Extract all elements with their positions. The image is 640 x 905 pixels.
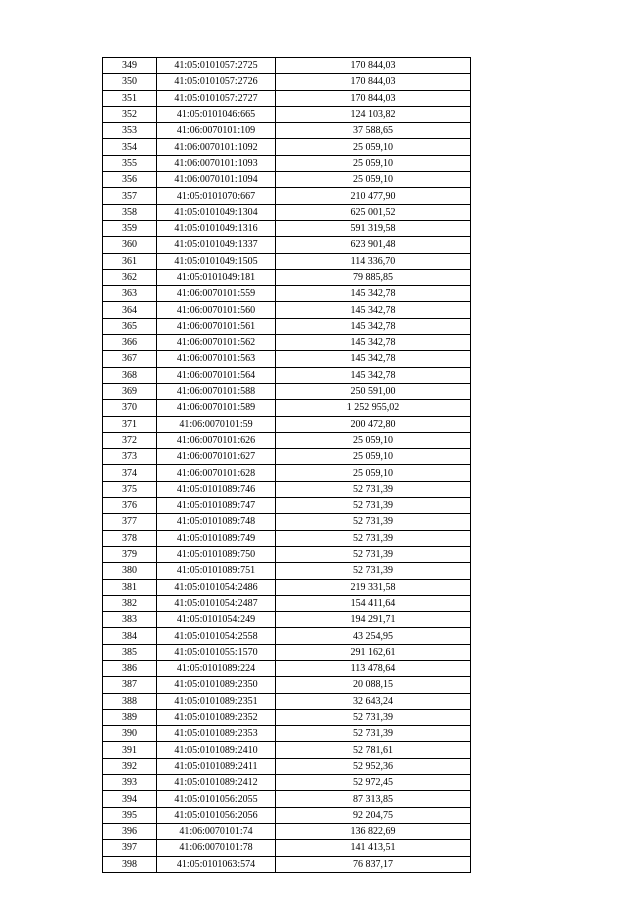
value-cell: 145 342,78 bbox=[276, 335, 471, 351]
value-cell: 200 472,80 bbox=[276, 416, 471, 432]
value-cell: 591 319,58 bbox=[276, 220, 471, 236]
cadastral-number-cell: 41:06:0070101:563 bbox=[157, 351, 276, 367]
row-number-cell: 351 bbox=[103, 90, 157, 106]
row-number-cell: 374 bbox=[103, 465, 157, 481]
table-row bbox=[103, 563, 471, 579]
row-number-cell: 367 bbox=[103, 351, 157, 367]
table-row bbox=[103, 335, 471, 351]
value-cell: 141 413,51 bbox=[276, 840, 471, 856]
row-number-cell: 395 bbox=[103, 807, 157, 823]
row-number-cell: 398 bbox=[103, 856, 157, 872]
row-number-cell: 350 bbox=[103, 74, 157, 90]
table-row bbox=[103, 742, 471, 758]
table-row bbox=[103, 416, 471, 432]
row-number-cell: 388 bbox=[103, 693, 157, 709]
value-cell: 92 204,75 bbox=[276, 807, 471, 823]
table-row bbox=[103, 269, 471, 285]
table-row bbox=[103, 514, 471, 530]
row-number-cell: 393 bbox=[103, 775, 157, 791]
table-row bbox=[103, 400, 471, 416]
value-cell: 37 588,65 bbox=[276, 123, 471, 139]
value-cell: 52 731,39 bbox=[276, 514, 471, 530]
value-cell: 43 254,95 bbox=[276, 628, 471, 644]
table-row bbox=[103, 172, 471, 188]
table-row bbox=[103, 432, 471, 448]
value-cell: 145 342,78 bbox=[276, 302, 471, 318]
cadastral-number-cell: 41:05:0101056:2055 bbox=[157, 791, 276, 807]
row-number-cell: 390 bbox=[103, 726, 157, 742]
table-row bbox=[103, 302, 471, 318]
cadastral-number-cell: 41:06:0070101:109 bbox=[157, 123, 276, 139]
cadastral-number-cell: 41:05:0101057:2726 bbox=[157, 74, 276, 90]
value-cell: 25 059,10 bbox=[276, 139, 471, 155]
table-row bbox=[103, 188, 471, 204]
value-cell: 25 059,10 bbox=[276, 465, 471, 481]
table-row bbox=[103, 546, 471, 562]
value-cell: 32 643,24 bbox=[276, 693, 471, 709]
value-cell: 623 901,48 bbox=[276, 237, 471, 253]
cadastral-number-cell: 41:05:0101054:2486 bbox=[157, 579, 276, 595]
value-cell: 625 001,52 bbox=[276, 204, 471, 220]
value-cell: 76 837,17 bbox=[276, 856, 471, 872]
value-cell: 113 478,64 bbox=[276, 660, 471, 676]
row-number-cell: 394 bbox=[103, 791, 157, 807]
value-cell: 154 411,64 bbox=[276, 595, 471, 611]
table-row bbox=[103, 628, 471, 644]
table-row bbox=[103, 481, 471, 497]
table-row bbox=[103, 318, 471, 334]
table-row bbox=[103, 579, 471, 595]
value-cell: 145 342,78 bbox=[276, 351, 471, 367]
row-number-cell: 349 bbox=[103, 58, 157, 74]
row-number-cell: 391 bbox=[103, 742, 157, 758]
value-cell: 52 972,45 bbox=[276, 775, 471, 791]
value-cell: 52 781,61 bbox=[276, 742, 471, 758]
cadastral-number-cell: 41:06:0070101:74 bbox=[157, 823, 276, 839]
cadastral-number-cell: 41:06:0070101:1094 bbox=[157, 172, 276, 188]
row-number-cell: 366 bbox=[103, 335, 157, 351]
value-cell: 170 844,03 bbox=[276, 74, 471, 90]
data-table bbox=[102, 57, 471, 873]
row-number-cell: 376 bbox=[103, 498, 157, 514]
row-number-cell: 378 bbox=[103, 530, 157, 546]
table-row bbox=[103, 90, 471, 106]
cadastral-number-cell: 41:05:0101056:2056 bbox=[157, 807, 276, 823]
table-row bbox=[103, 595, 471, 611]
value-cell: 25 059,10 bbox=[276, 432, 471, 448]
value-cell: 219 331,58 bbox=[276, 579, 471, 595]
table-row bbox=[103, 58, 471, 74]
table-row bbox=[103, 775, 471, 791]
row-number-cell: 381 bbox=[103, 579, 157, 595]
table-row bbox=[103, 758, 471, 774]
value-cell: 52 731,39 bbox=[276, 726, 471, 742]
cadastral-number-cell: 41:06:0070101:560 bbox=[157, 302, 276, 318]
table-row bbox=[103, 74, 471, 90]
table-row bbox=[103, 139, 471, 155]
cadastral-number-cell: 41:05:0101089:746 bbox=[157, 481, 276, 497]
cadastral-number-cell: 41:06:0070101:626 bbox=[157, 432, 276, 448]
document-page bbox=[102, 57, 471, 873]
table-row bbox=[103, 237, 471, 253]
value-cell: 136 822,69 bbox=[276, 823, 471, 839]
table-row bbox=[103, 530, 471, 546]
row-number-cell: 362 bbox=[103, 269, 157, 285]
cadastral-number-cell: 41:05:0101049:1505 bbox=[157, 253, 276, 269]
table-row bbox=[103, 677, 471, 693]
cadastral-number-cell: 41:05:0101089:2350 bbox=[157, 677, 276, 693]
table-row bbox=[103, 367, 471, 383]
cadastral-number-cell: 41:06:0070101:78 bbox=[157, 840, 276, 856]
cadastral-number-cell: 41:05:0101089:2353 bbox=[157, 726, 276, 742]
value-cell: 170 844,03 bbox=[276, 90, 471, 106]
table-row bbox=[103, 351, 471, 367]
row-number-cell: 357 bbox=[103, 188, 157, 204]
cadastral-number-cell: 41:05:0101054:2558 bbox=[157, 628, 276, 644]
value-cell: 25 059,10 bbox=[276, 172, 471, 188]
table-row bbox=[103, 286, 471, 302]
cadastral-number-cell: 41:06:0070101:559 bbox=[157, 286, 276, 302]
cadastral-number-cell: 41:05:0101063:574 bbox=[157, 856, 276, 872]
cadastral-number-cell: 41:05:0101054:249 bbox=[157, 612, 276, 628]
cadastral-number-cell: 41:05:0101070:667 bbox=[157, 188, 276, 204]
value-cell: 87 313,85 bbox=[276, 791, 471, 807]
value-cell: 170 844,03 bbox=[276, 58, 471, 74]
value-cell: 20 088,15 bbox=[276, 677, 471, 693]
value-cell: 194 291,71 bbox=[276, 612, 471, 628]
table-row bbox=[103, 807, 471, 823]
row-number-cell: 365 bbox=[103, 318, 157, 334]
row-number-cell: 389 bbox=[103, 709, 157, 725]
row-number-cell: 358 bbox=[103, 204, 157, 220]
row-number-cell: 360 bbox=[103, 237, 157, 253]
cadastral-number-cell: 41:05:0101049:1316 bbox=[157, 220, 276, 236]
cadastral-number-cell: 41:06:0070101:562 bbox=[157, 335, 276, 351]
value-cell: 52 952,36 bbox=[276, 758, 471, 774]
cadastral-number-cell: 41:05:0101089:2352 bbox=[157, 709, 276, 725]
row-number-cell: 359 bbox=[103, 220, 157, 236]
table-row bbox=[103, 644, 471, 660]
row-number-cell: 353 bbox=[103, 123, 157, 139]
row-number-cell: 369 bbox=[103, 383, 157, 399]
cadastral-number-cell: 41:06:0070101:564 bbox=[157, 367, 276, 383]
value-cell: 52 731,39 bbox=[276, 481, 471, 497]
table-row bbox=[103, 155, 471, 171]
cadastral-number-cell: 41:05:0101049:1304 bbox=[157, 204, 276, 220]
value-cell: 114 336,70 bbox=[276, 253, 471, 269]
cadastral-number-cell: 41:05:0101089:2411 bbox=[157, 758, 276, 774]
table-row bbox=[103, 465, 471, 481]
table-row bbox=[103, 840, 471, 856]
value-cell: 52 731,39 bbox=[276, 709, 471, 725]
value-cell: 52 731,39 bbox=[276, 530, 471, 546]
value-cell: 145 342,78 bbox=[276, 318, 471, 334]
row-number-cell: 397 bbox=[103, 840, 157, 856]
table-row bbox=[103, 220, 471, 236]
cadastral-number-cell: 41:05:0101089:2351 bbox=[157, 693, 276, 709]
value-cell: 250 591,00 bbox=[276, 383, 471, 399]
table-row bbox=[103, 791, 471, 807]
table-row bbox=[103, 709, 471, 725]
row-number-cell: 361 bbox=[103, 253, 157, 269]
row-number-cell: 371 bbox=[103, 416, 157, 432]
cadastral-number-cell: 41:05:0101089:749 bbox=[157, 530, 276, 546]
row-number-cell: 368 bbox=[103, 367, 157, 383]
row-number-cell: 386 bbox=[103, 660, 157, 676]
cadastral-number-cell: 41:05:0101089:2412 bbox=[157, 775, 276, 791]
row-number-cell: 383 bbox=[103, 612, 157, 628]
row-number-cell: 375 bbox=[103, 481, 157, 497]
cadastral-number-cell: 41:06:0070101:1093 bbox=[157, 155, 276, 171]
table-row bbox=[103, 449, 471, 465]
cadastral-number-cell: 41:06:0070101:589 bbox=[157, 400, 276, 416]
cadastral-number-cell: 41:06:0070101:627 bbox=[157, 449, 276, 465]
table-body bbox=[103, 58, 471, 873]
value-cell: 52 731,39 bbox=[276, 546, 471, 562]
table-row bbox=[103, 106, 471, 122]
cadastral-number-cell: 41:05:0101089:747 bbox=[157, 498, 276, 514]
value-cell: 25 059,10 bbox=[276, 449, 471, 465]
table-row bbox=[103, 383, 471, 399]
row-number-cell: 382 bbox=[103, 595, 157, 611]
cadastral-number-cell: 41:06:0070101:1092 bbox=[157, 139, 276, 155]
cadastral-number-cell: 41:05:0101055:1570 bbox=[157, 644, 276, 660]
cadastral-number-cell: 41:05:0101057:2727 bbox=[157, 90, 276, 106]
cadastral-number-cell: 41:05:0101089:224 bbox=[157, 660, 276, 676]
row-number-cell: 356 bbox=[103, 172, 157, 188]
table-row bbox=[103, 204, 471, 220]
cadastral-number-cell: 41:05:0101046:665 bbox=[157, 106, 276, 122]
table-row bbox=[103, 726, 471, 742]
cadastral-number-cell: 41:05:0101054:2487 bbox=[157, 595, 276, 611]
value-cell: 124 103,82 bbox=[276, 106, 471, 122]
table-row bbox=[103, 612, 471, 628]
value-cell: 25 059,10 bbox=[276, 155, 471, 171]
value-cell: 79 885,85 bbox=[276, 269, 471, 285]
table-row bbox=[103, 498, 471, 514]
value-cell: 145 342,78 bbox=[276, 286, 471, 302]
value-cell: 1 252 955,02 bbox=[276, 400, 471, 416]
row-number-cell: 379 bbox=[103, 546, 157, 562]
cadastral-number-cell: 41:05:0101057:2725 bbox=[157, 58, 276, 74]
row-number-cell: 385 bbox=[103, 644, 157, 660]
row-number-cell: 363 bbox=[103, 286, 157, 302]
value-cell: 210 477,90 bbox=[276, 188, 471, 204]
table-row bbox=[103, 123, 471, 139]
cadastral-number-cell: 41:05:0101049:1337 bbox=[157, 237, 276, 253]
value-cell: 52 731,39 bbox=[276, 563, 471, 579]
row-number-cell: 373 bbox=[103, 449, 157, 465]
row-number-cell: 392 bbox=[103, 758, 157, 774]
table-row bbox=[103, 253, 471, 269]
row-number-cell: 364 bbox=[103, 302, 157, 318]
row-number-cell: 377 bbox=[103, 514, 157, 530]
row-number-cell: 396 bbox=[103, 823, 157, 839]
cadastral-number-cell: 41:05:0101049:181 bbox=[157, 269, 276, 285]
value-cell: 52 731,39 bbox=[276, 498, 471, 514]
cadastral-number-cell: 41:06:0070101:588 bbox=[157, 383, 276, 399]
row-number-cell: 380 bbox=[103, 563, 157, 579]
row-number-cell: 354 bbox=[103, 139, 157, 155]
row-number-cell: 352 bbox=[103, 106, 157, 122]
cadastral-number-cell: 41:06:0070101:59 bbox=[157, 416, 276, 432]
row-number-cell: 387 bbox=[103, 677, 157, 693]
row-number-cell: 370 bbox=[103, 400, 157, 416]
cadastral-number-cell: 41:06:0070101:628 bbox=[157, 465, 276, 481]
table-row bbox=[103, 660, 471, 676]
value-cell: 291 162,61 bbox=[276, 644, 471, 660]
cadastral-number-cell: 41:05:0101089:750 bbox=[157, 546, 276, 562]
table-row bbox=[103, 823, 471, 839]
cadastral-number-cell: 41:06:0070101:561 bbox=[157, 318, 276, 334]
row-number-cell: 384 bbox=[103, 628, 157, 644]
table-row bbox=[103, 856, 471, 872]
row-number-cell: 355 bbox=[103, 155, 157, 171]
row-number-cell: 372 bbox=[103, 432, 157, 448]
cadastral-number-cell: 41:05:0101089:748 bbox=[157, 514, 276, 530]
cadastral-number-cell: 41:05:0101089:2410 bbox=[157, 742, 276, 758]
table-row bbox=[103, 693, 471, 709]
value-cell: 145 342,78 bbox=[276, 367, 471, 383]
cadastral-number-cell: 41:05:0101089:751 bbox=[157, 563, 276, 579]
